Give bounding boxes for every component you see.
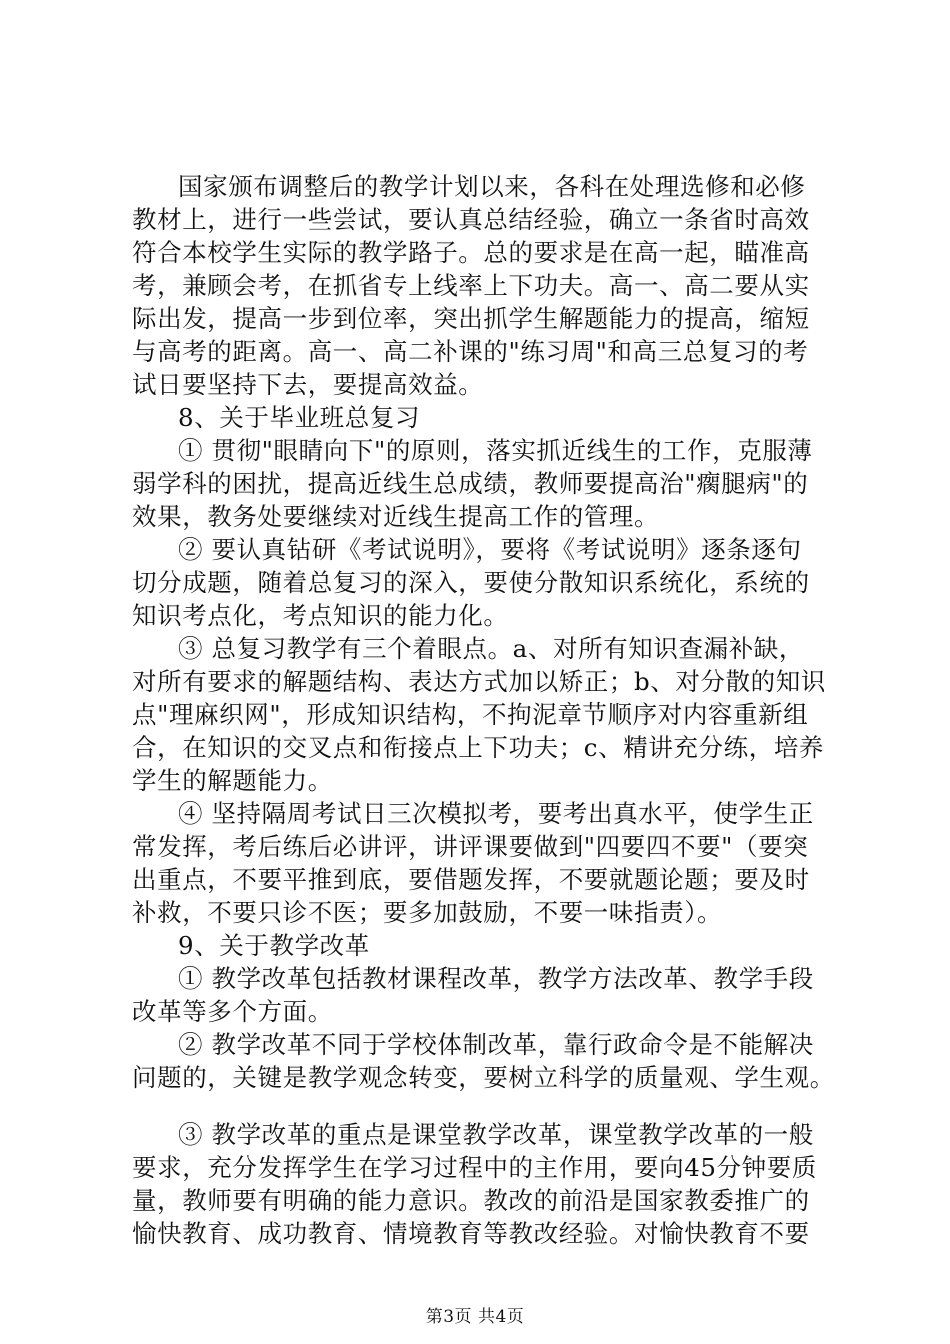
section-heading: 8、关于毕业班总复习: [178, 403, 421, 432]
text-line: ③ 教学改革的重点是课堂教学改革，课堂教学改革的一般: [178, 1120, 814, 1149]
text-line: 与高考的距离。高一、高二补课的"练习周"和高三总复习的考: [132, 337, 809, 366]
text-line: 常发挥，考后练后必讲评，讲评课要做到"四要四不要"（要突: [132, 832, 809, 861]
text-line: 效果，教务处要继续对近线生提高工作的管理。: [132, 502, 660, 531]
text-line: 量，教师要有明确的能力意识。教改的前沿是国家教委推广的: [132, 1186, 810, 1215]
text-line: 改革等多个方面。: [132, 997, 333, 1026]
text-line: 国家颁布调整后的教学计划以来，各科在处理选修和必修: [178, 172, 806, 201]
text-line: 点"理麻织网"，形成知识结构，不拘泥章节顺序对内容重新组: [132, 700, 809, 729]
section-heading: 9、关于教学改革: [178, 931, 370, 960]
text-line: ④ 坚持隔周考试日三次模拟考，要考出真水平，使学生正: [178, 799, 814, 828]
text-line: ② 教学改革不同于学校体制改革，靠行政命令是不能解决: [178, 1030, 814, 1059]
text-line: 学生的解题能力。: [132, 766, 333, 795]
text-line: 弱学科的困扰，提高近线生总成绩，教师要提高治"瘸腿病"的: [132, 469, 809, 498]
text-line: 符合本校学生实际的教学路子。总的要求是在高一起，瞄准高: [132, 238, 810, 267]
text-line: 对所有要求的解题结构、表达方式加以矫正；b、对分散的知识: [132, 667, 826, 696]
text-line: 教材上，进行一些尝试，要认真总结经验，确立一条省时高效: [132, 205, 810, 234]
text-line: 要求，充分发挥学生在学习过程中的主作用，要向45分钟要质: [132, 1153, 817, 1182]
text-line: 际出发，提高一步到位率，突出抓学生解题能力的提高，缩短: [132, 304, 810, 333]
text-line: 切分成题，随着总复习的深入，要使分散知识系统化，系统的: [132, 568, 810, 597]
text-line: ② 要认真钻研《考试说明》，要将《考试说明》逐条逐句: [178, 535, 802, 564]
page-number-footer: 第3页 共4页: [425, 1307, 525, 1327]
text-line: 补救，不要只诊不医；要多加鼓励，不要一味指责）。: [132, 898, 723, 927]
text-line: 出重点，不要平推到底，要借题发挥，不要就题论题；要及时: [132, 865, 810, 894]
text-line: 考，兼顾会考，在抓省专上线率上下功夫。高一、高二要从实: [132, 271, 810, 300]
text-line: ③ 总复习教学有三个着眼点。a、对所有知识查漏补缺，: [178, 634, 804, 663]
text-line: 知识考点化，考点知识的能力化。: [132, 601, 509, 630]
text-line: ① 贯彻"眼睛向下"的原则，落实抓近线生的工作，克服薄: [178, 436, 813, 465]
text-line: 合，在知识的交叉点和衔接点上下功夫；c、精讲充分练，培养: [132, 733, 825, 762]
text-line: 试日要坚持下去，要提高效益。: [132, 370, 484, 399]
text-line: ① 教学改革包括教材课程改革，教学方法改革、教学手段: [178, 964, 814, 993]
text-line: 问题的，关键是教学观念转变，要树立科学的质量观、学生观。: [132, 1063, 835, 1092]
text-line: 愉快教育、成功教育、情境教育等教改经验。对愉快教育不要: [132, 1219, 810, 1248]
